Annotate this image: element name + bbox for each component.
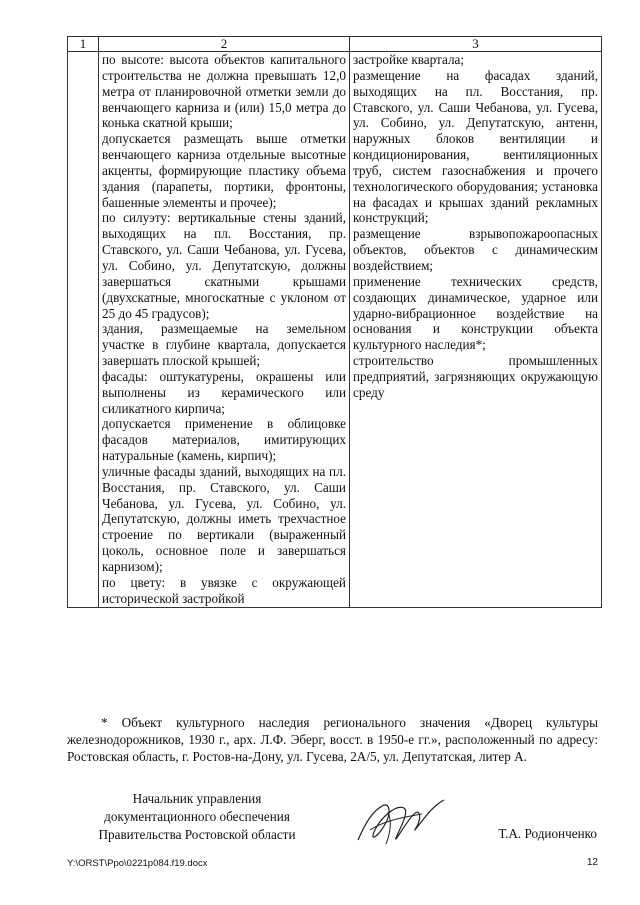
table-body-row	[68, 52, 602, 608]
prohibited-activities-cell	[350, 52, 602, 608]
list-item: здания, размещаемые на земельном участке в глубине квартала, допускается завершать плоской крышей;	[102, 321, 346, 369]
footnote: * Объект культурного наследия регионального значения «Дворец культуры железнодорожников, 1930 г., арх. Л.Ф. Эберг, восст. в 1950-е гг.», расположенный по адресу: Ростовская область, г. Ростов-на-Дону, ул. Гусева, 2А/5, ул. Депутатская, литер А.	[67, 715, 598, 764]
signatory-title	[67, 790, 327, 844]
list-item: фасады: оштукатурены, окрашены или выполнены из керамического или силикатного кирпича;	[102, 368, 346, 416]
column-header-2: 2	[99, 37, 350, 52]
signatory-title-line: Правительства Ростовской области	[98, 827, 296, 842]
list-item: застройке квартала;	[353, 52, 465, 67]
signatory-name: Т.А. Родионченко	[498, 826, 597, 841]
signatory-title-line: документационного обеспечения	[104, 809, 290, 824]
list-item: применение технических средств, создающих динамическое, ударное или ударно-вибрационное воздействие на основания и конструкции объекта культурного наследия*;	[353, 273, 598, 353]
signatory-title-line: Начальник управления	[132, 791, 262, 806]
list-item: по высоте: высота объектов капитального строительства не должна превышать 12,0 метра от планировочной отметки земли до венчающего карниза и (или) 15,0 метра до конька скатной крыши;	[102, 52, 346, 131]
list-item: допускается применение в облицовке фасадов материалов, имитирующих натуральные (камень, кирпич);	[102, 416, 346, 464]
column-header-3: 3	[350, 37, 602, 52]
list-item: по цвету: в увязке с окружающей исторической застройкой	[102, 574, 346, 606]
page-number: 12	[586, 857, 598, 868]
table-header-row	[68, 37, 602, 52]
list-item: размещение на фасадах зданий, выходящих на пл. Восстания, пр. Ставского, ул. Саши Чебанова, ул. Гусева, ул. Собино, ул. Депутатскую, антенн, наружных блоков вентиляции и кондиционирования, вентиляционных труб, систем газоснабжения и прочего технологического оборудования; установка на фасадах и крышах зданий рекламных конструкций;	[353, 67, 598, 226]
handwritten-signature-icon	[352, 792, 448, 852]
list-item: допускается размещать выше отметки венчающего карниза отдельные высотные акценты, формирующие пластику объема здания (парапеты, портики, фронтоны, башенные элементы и прочее);	[102, 131, 346, 210]
column-header-1: 1	[68, 37, 99, 52]
list-item: уличные фасады зданий, выходящих на пл. Восстания, пр. Ставского, ул. Саши Чебанова, ул. Гусева, ул. Собино, ул. Депутатскую, должны иметь трехчастное строение по вертикали (выраженный цоколь, основное поле и завершаться карнизом);	[102, 463, 346, 574]
permitted-parameters-cell	[99, 52, 350, 608]
requirements-table	[67, 36, 602, 608]
list-item: размещение взрывопожароопасных объектов, объектов с динамическим воздействием;	[353, 226, 598, 273]
empty-cell	[68, 52, 99, 608]
file-path: Y:\ORST\Ppo\0221p084.f19.docx	[67, 858, 208, 869]
list-item: по силуэту: вертикальные стены зданий, выходящих на пл. Восстания, пр. Ставского, ул. Саши Чебанова, ул. Гусева, ул. Собино, ул. Депутатскую, должны завершаться скатными крышами (двухскатные, многоскатные с уклоном от 25 до 45 градусов);	[102, 210, 346, 321]
list-item: строительство промышленных предприятий, загрязняющих окружающую среду	[353, 353, 598, 400]
